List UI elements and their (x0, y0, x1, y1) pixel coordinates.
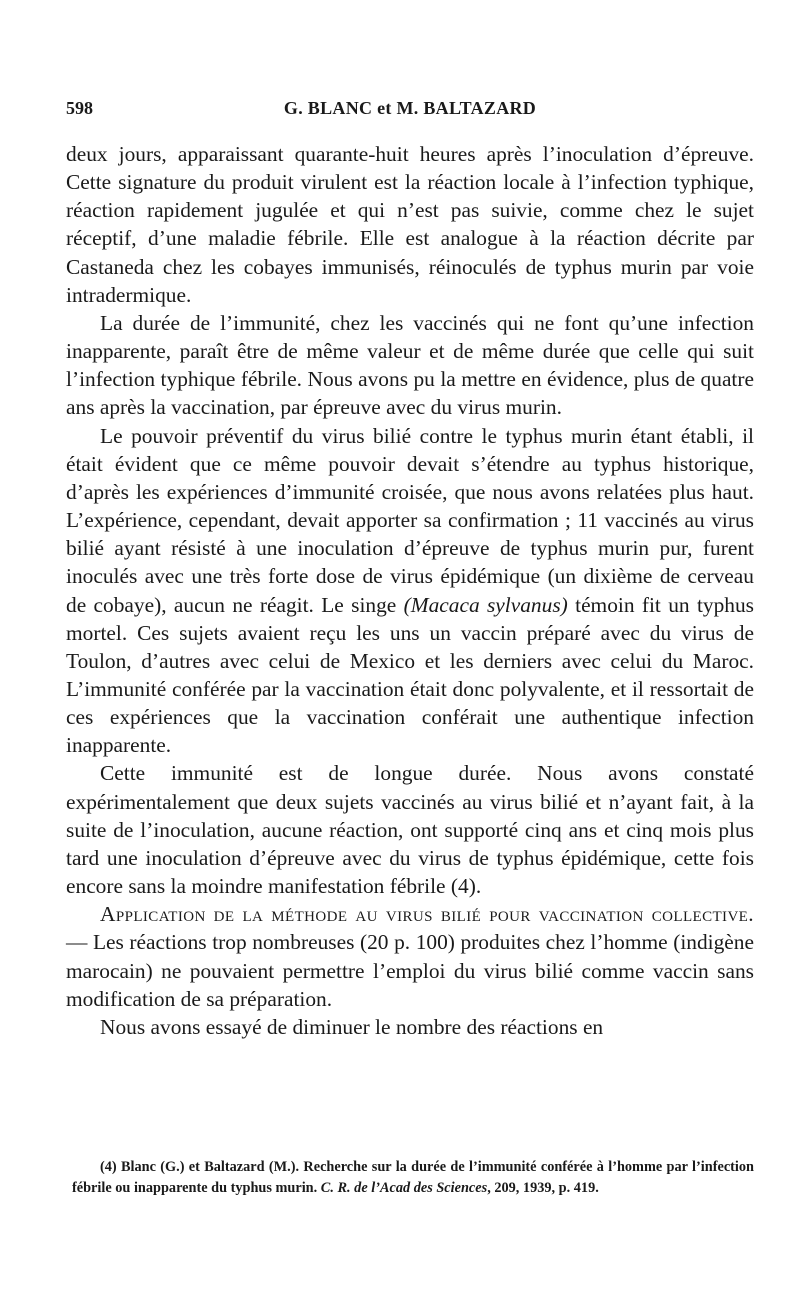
section-heading: Application de la méthode au virus bilié pour vaccination collective. (100, 902, 754, 927)
paragraph-5: Application de la méthode au virus bilié pour vaccination collective. — Les réactions trop nombreuses (20 p. 100) produites chez l’homme (indigène marocain) ne pouvaient permettre l’emploi du virus bilié comme vaccin sans modification de sa préparation. (66, 902, 754, 1011)
running-head (66, 98, 754, 126)
paragraph-4: Cette immunité est de longue durée. Nous avons constaté expérimentalement que deux sujets vaccinés au virus bilié et n’ayant fait, à la suite de l’inoculation, aucune réaction, ont supporté cinq ans et cinq mois plus tard une inoculation d’épreuve avec du virus de typhus épidémique, cette fois encore sans la moindre manifestation fébrile (4). (66, 761, 754, 899)
species-name: (Macaca sylvanus) (403, 592, 568, 617)
journal-title: C. R. de l’Acad des Sciences (320, 1180, 488, 1196)
page (66, 98, 754, 1041)
paragraph-3: Le pouvoir préventif du virus bilié contre le typhus murin étant établi, il était évident que ce même pouvoir devait s’étendre au typhus historique, d’après les expériences d’immunité croisée, que nous avons relatées plus haut. L’expérience, cependant, devait apporter sa confirmation ; 11 vaccinés au virus bilié ayant résisté à une inoculation d’épreuve de typhus murin pur, furent inoculés avec une très forte dose de virus épidémique (un dixième de cerveau de cobaye), aucun ne réagit. Le singe (Macaca sylvanus) témoin fit un typhus mortel. Ces sujets avaient reçu les uns un vaccin préparé avec du virus de Toulon, d’autres avec celui de Mexico et les derniers avec celui du Maroc. L’immunité conférée par la vaccination était donc polyvalente, et il ressortait de ces expériences que la vaccination conférait une authentique infection inapparente. (66, 423, 754, 758)
body-text (66, 140, 754, 1041)
paragraph-2: La durée de l’immunité, chez les vaccinés qui ne font qu’une infection inapparente, paraît être de même valeur et de même durée que celle qui suit l’infection typhique fébrile. Nous avons pu la mettre en évidence, plus de quatre ans après la vaccination, par épreuve avec du virus murin. (66, 310, 754, 420)
paragraph-1: deux jours, apparaissant quarante-huit heures après l’inoculation d’épreuve. Cette signature du produit virulent est la réaction locale à l’infection typhique, réaction rapidement jugulée et qui n’est pas suivie, comme chez le sujet réceptif, d’une maladie fébrile. Elle est analogue à la réaction décrite par Castaneda chez les cobayes immunisés, réinoculés de typhus murin par voie intradermique. (66, 142, 754, 307)
paragraph-6: Nous avons essayé de diminuer le nombre des réactions en (100, 1014, 604, 1039)
page-number: 598 (66, 98, 93, 118)
footnote: (4) Blanc (G.) et Baltazard (M.). Recherche sur la durée de l’immunité conférée à l’homme par l’infection fébrile ou inapparente du typhus murin. C. R. de l’Acad des Sciences, 209, 1939, p. 419. (72, 1159, 754, 1196)
running-title: G. BLANC et M. BALTAZARD (283, 98, 537, 118)
